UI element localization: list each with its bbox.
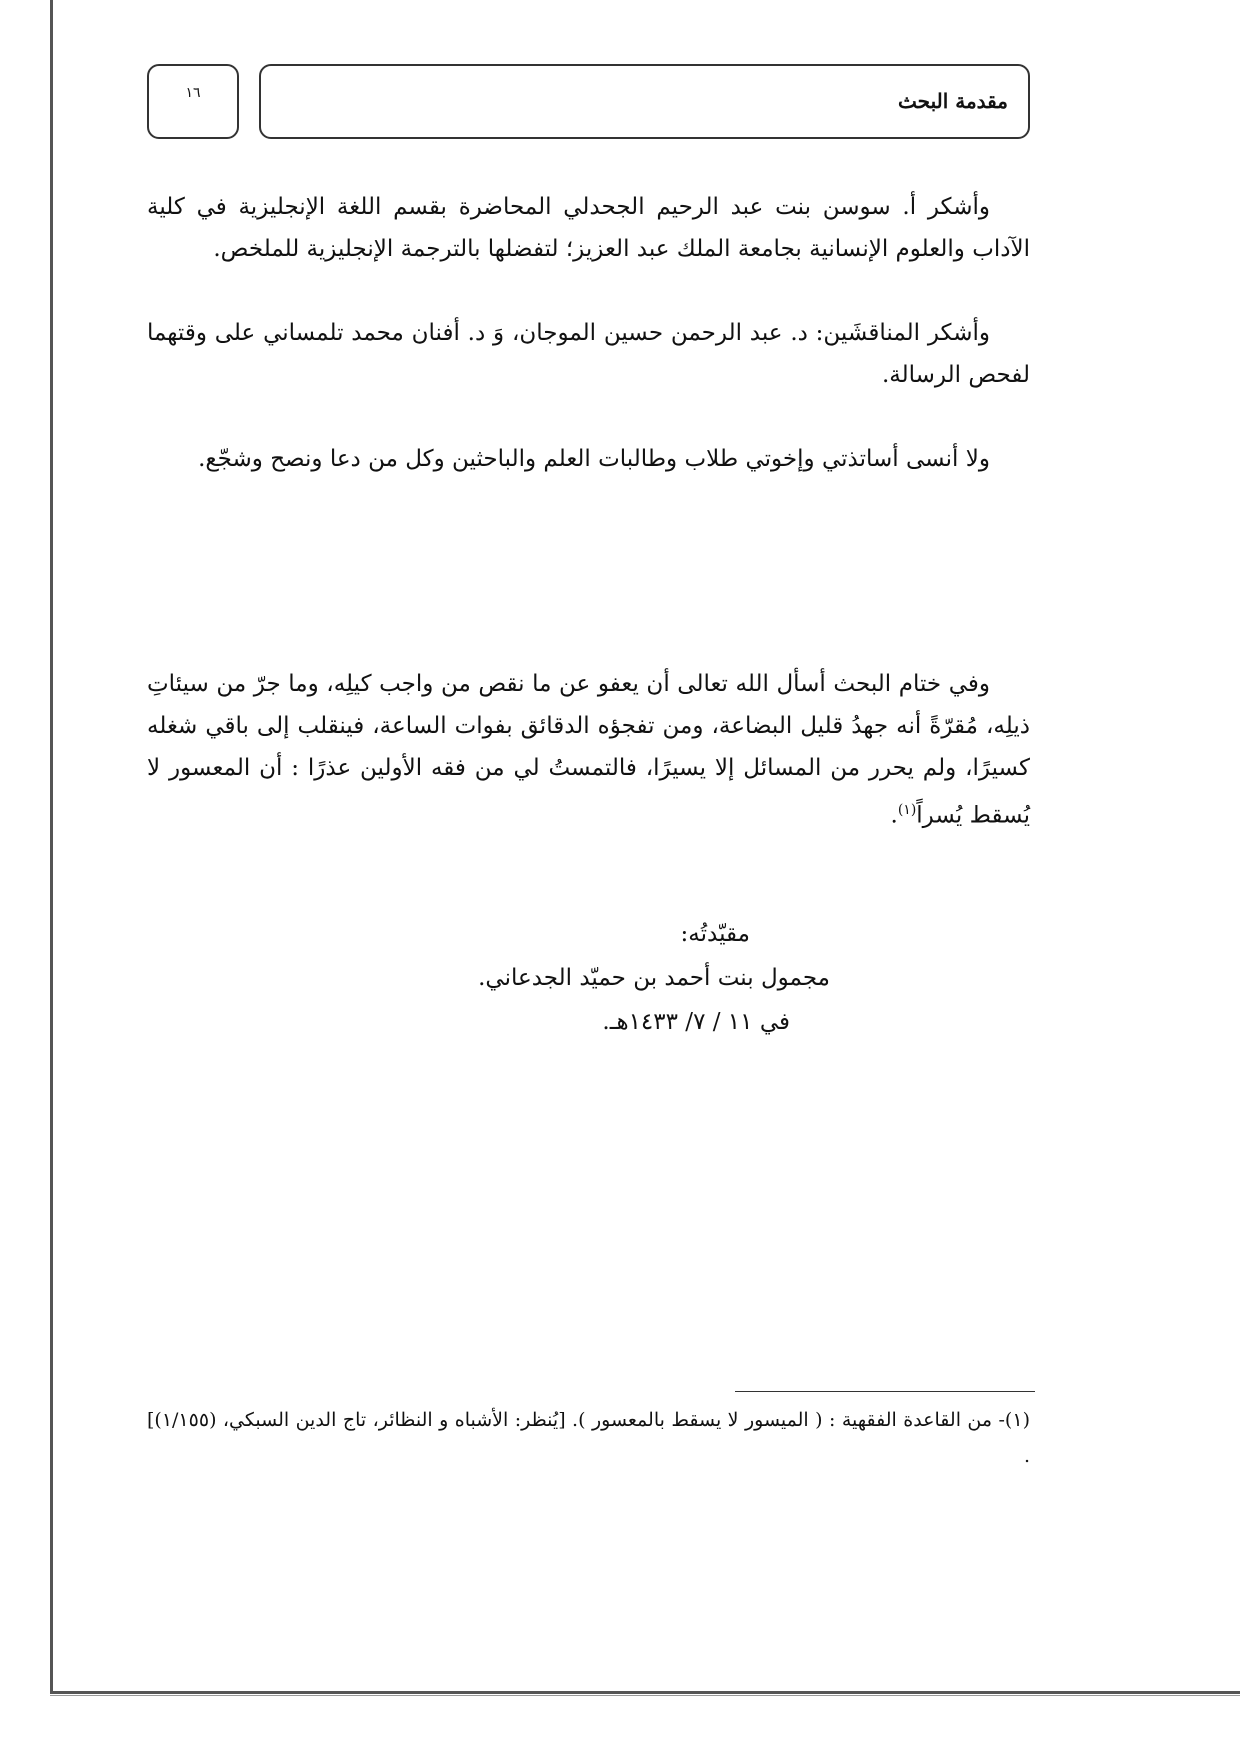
signature-label: مقيّدتُه: bbox=[680, 921, 750, 947]
page-frame-left bbox=[50, 0, 53, 1694]
paragraph-thanks-examiners bbox=[147, 312, 1030, 396]
signature-date: في ١١ / ٧/ ١٤٣٣هـ. bbox=[602, 1009, 790, 1035]
footnote-reference[interactable]: (١) bbox=[897, 802, 917, 818]
paragraph-text: وأشكر أ. سوسن بنت عبد الرحيم الجحدلي المحاضرة بقسم اللغة الإنجليزية في كلية الآداب والعلوم الإنسانية بجامعة الملك عبد العزيز؛ لتفضلها بالترجمة الإنجليزية للملخص. bbox=[147, 194, 1030, 262]
page-frame-bottom bbox=[50, 1691, 1240, 1694]
paragraph-thanks-teachers bbox=[147, 438, 1030, 480]
closing-period: . bbox=[890, 802, 898, 829]
paragraph-text: ولا أنسى أساتذتي وإخوتي طلاب وطالبات العلم والباحثين وكل من دعا ونصح وشجّع. bbox=[198, 446, 990, 472]
paragraph-text: وأشكر المناقشَين: د. عبد الرحمن حسين الموجان، وَ د. أفنان محمد تلمساني على وقتهما لفحص الرسالة. bbox=[147, 320, 1030, 388]
page-number: ١٦ bbox=[147, 64, 239, 139]
paragraph-thanks-translator bbox=[147, 186, 1030, 270]
footnote: (١)- من القاعدة الفقهية : ( الميسور لا يسقط بالمعسور ). [يُنظر: الأشباه و النظائر، تاج الدين السبكي، (١/١٥٥)] . bbox=[147, 1409, 1030, 1467]
paragraph-closing bbox=[147, 663, 1030, 837]
page-frame-bottom-shadow bbox=[50, 1695, 1240, 1696]
footnote-separator bbox=[735, 1391, 1035, 1392]
paragraph-closing-wrapper bbox=[147, 663, 1030, 837]
section-title: مقدمة البحث bbox=[259, 64, 1030, 139]
paragraph-text: وفي ختام البحث أسأل الله تعالى أن يعفو عن ما نقص من واجب كيلِه، وما جرّ من سيئاتِ ذيلِه، مُقرّةً أنه جهدُ قليل البضاعة، ومن تفجؤه الدقائق بفوات الساعة، فينقلب إلى باقي شغله كسيرًا، ولم يحرر من المسائل إلا يسيرًا، فالتمستُ لي من فقه الأولين عذرًا : أن المعسور لا يُسقط يُسراً bbox=[147, 671, 1030, 829]
signature-name: مجمول بنت أحمد بن حميّد الجدعاني. bbox=[478, 965, 830, 991]
